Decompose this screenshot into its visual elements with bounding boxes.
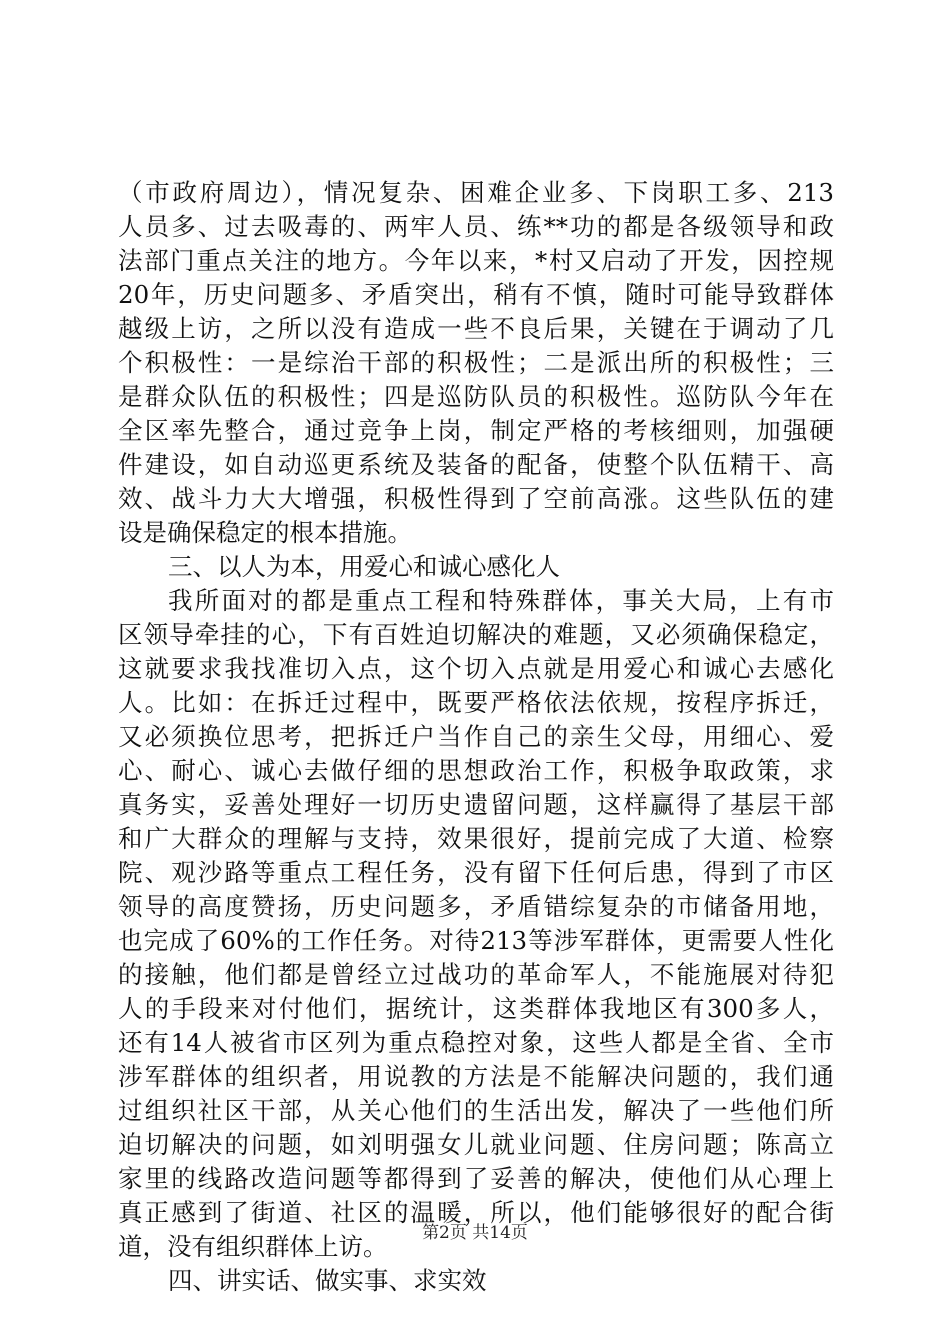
text-line: 我所面对的都是重点工程和特殊群体，事关大局，上有市 <box>168 586 834 615</box>
text-line: 还有14人被省市区列为重点稳控对象，这些人都是全省、全市 <box>118 1028 834 1057</box>
page-number: 第2页 共14页 <box>422 1223 528 1243</box>
text-line: 区领导牵挂的心，下有百姓迫切解决的难题，又必须确保稳定， <box>118 620 834 649</box>
text-line: 院、观沙路等重点工程任务，没有留下任何后患，得到了市区 <box>118 858 834 887</box>
text-line: 家里的线路改造问题等都得到了妥善的解决，使他们从心理上 <box>118 1164 834 1193</box>
text-line: 的接触，他们都是曾经立过战功的革命军人，不能施展对待犯 <box>118 960 834 989</box>
text-line: 这就要求我找准切入点，这个切入点就是用爱心和诚心去感化 <box>118 654 834 683</box>
text-line: 又必须换位思考，把拆迁户当作自己的亲生父母，用细心、爱 <box>118 722 834 751</box>
document-body <box>118 176 834 1298</box>
text-line: 人。比如：在拆迁过程中，既要严格依法依规，按程序拆迁， <box>118 688 834 717</box>
text-line: 效、战斗力大大增强，积极性得到了空前高涨。这些队伍的建 <box>118 484 834 513</box>
text-line: 真正感到了街道、社区的温暖，所以，他们能够很好的配合街 <box>118 1198 834 1227</box>
text-line: 是群众队伍的积极性；四是巡防队员的积极性。巡防队今年在 <box>118 382 834 411</box>
text-line: 领导的高度赞扬，历史问题多，矛盾错综复杂的市储备用地， <box>118 892 834 921</box>
text-line: 道，没有组织群体上访。 <box>118 1232 388 1261</box>
text-line: 涉军群体的组织者，用说教的方法是不能解决问题的，我们通 <box>118 1062 834 1091</box>
text-line: 法部门重点关注的地方。今年以来，*村又启动了开发，因控规 <box>118 246 834 275</box>
text-line: 人的手段来对付他们，据统计，这类群体我地区有300多人， <box>118 994 834 1023</box>
text-line: 过组织社区干部，从关心他们的生活出发，解决了一些他们所 <box>118 1096 834 1125</box>
text-line: 设是确保稳定的根本措施。 <box>118 518 412 547</box>
section-heading: 三、以人为本，用爱心和诚心感化人 <box>168 552 560 581</box>
text-line: 越级上访，之所以没有造成一些不良后果，关键在于调动了几 <box>118 314 834 343</box>
text-line: 也完成了60%的工作任务。对待213等涉军群体，更需要人性化 <box>118 926 834 955</box>
text-line: 迫切解决的问题，如刘明强女儿就业问题、住房问题；陈高立 <box>118 1130 834 1159</box>
text-line: （市政府周边），情况复杂、困难企业多、下岗职工多、213 <box>118 178 834 207</box>
text-line: 全区率先整合，通过竞争上岗，制定严格的考核细则，加强硬 <box>118 416 834 445</box>
text-line: 20年，历史问题多、矛盾突出，稍有不慎，随时可能导致群体 <box>118 280 834 309</box>
text-line: 心、耐心、诚心去做仔细的思想政治工作，积极争取政策，求 <box>118 756 834 785</box>
text-line: 个积极性：一是综治干部的积极性；二是派出所的积极性；三 <box>118 348 834 377</box>
text-line: 真务实，妥善处理好一切历史遗留问题，这样赢得了基层干部 <box>118 790 834 819</box>
text-line: 和广大群众的理解与支持，效果很好，提前完成了大道、检察 <box>118 824 834 853</box>
text-line: 人员多、过去吸毒的、两牢人员、练**功的都是各级领导和政 <box>118 212 834 241</box>
section-heading: 四、讲实话、做实事、求实效 <box>168 1266 487 1295</box>
text-line: 件建设，如自动巡更系统及装备的配备，使整个队伍精干、高 <box>118 450 834 479</box>
